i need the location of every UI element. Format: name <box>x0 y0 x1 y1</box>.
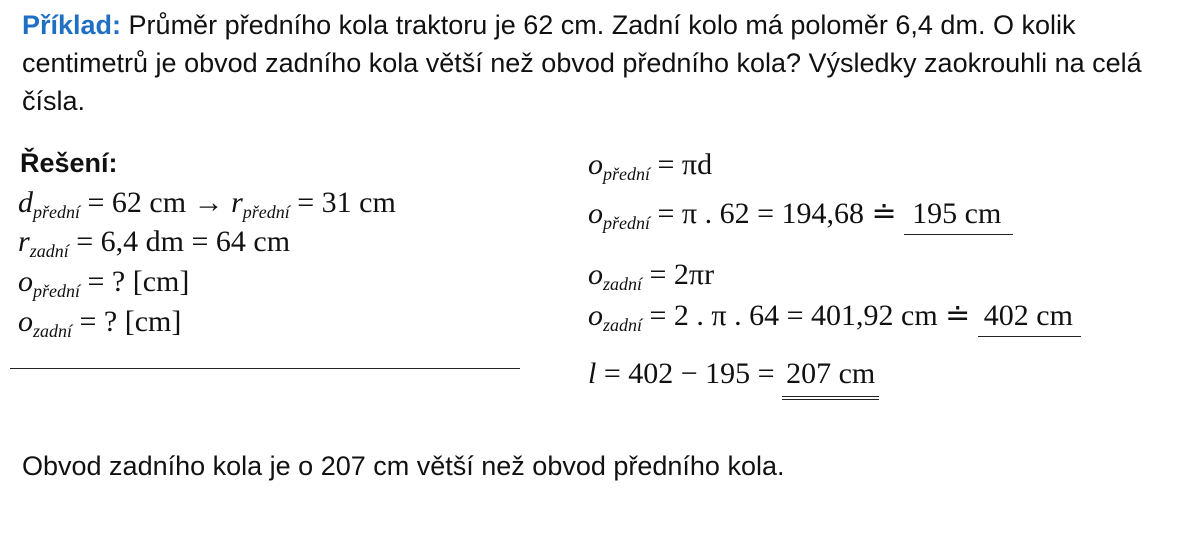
o-rear-subscript: zadní <box>33 321 73 341</box>
rear-formula-line <box>588 258 714 292</box>
front-formula-line <box>588 148 712 182</box>
o-front-symbol: o <box>18 265 33 298</box>
unknown-front-circumference-line <box>18 265 189 299</box>
f2-value: = 2πr <box>642 258 715 291</box>
f2-subscript: zadní <box>603 274 643 294</box>
front-calculation-line <box>588 196 1013 235</box>
o-rear-value: = ? [cm] <box>72 305 182 338</box>
f2-symbol: o <box>588 258 603 291</box>
r-rear-symbol: r <box>18 225 30 258</box>
f1-symbol: o <box>588 148 603 181</box>
r-rear-subscript: zadní <box>29 241 69 261</box>
d-subscript: přední <box>33 202 80 222</box>
r-rear-value: = 6,4 dm = 64 cm <box>68 225 291 258</box>
c2-equation: = 2 . π . 64 = 401,92 cm ≐ <box>642 299 978 332</box>
r-front-subscript: přední <box>242 202 290 222</box>
final-result-double-underlined: 207 cm <box>782 357 879 400</box>
arrow-icon: → <box>186 186 232 219</box>
d-value: = 62 cm <box>80 186 187 219</box>
o-front-subscript: přední <box>33 281 80 301</box>
r-front-symbol: r <box>231 186 243 219</box>
difference-line <box>588 357 879 400</box>
rear-calculation-line <box>588 298 1081 337</box>
problem-statement <box>22 6 1182 120</box>
o-front-value: = ? [cm] <box>80 265 190 298</box>
conclusion-text: Obvod zadního kola je o 207 cm větší než obvod předního kola. <box>22 451 785 481</box>
solution-title: Řešení: <box>20 148 118 178</box>
c1-equation: = π . 62 = 194,68 ≐ <box>650 197 905 230</box>
c2-symbol: o <box>588 299 603 332</box>
problem-label: Příklad: <box>22 10 122 40</box>
rear-result-underlined: 402 cm <box>978 299 1081 337</box>
r-front-value: = 31 cm <box>289 186 396 219</box>
f1-subscript: přední <box>603 164 650 184</box>
divider-line <box>10 368 520 369</box>
unknown-rear-circumference-line <box>18 305 181 339</box>
f1-value: = πd <box>650 148 713 181</box>
given-diameter-line <box>18 186 396 220</box>
given-rear-radius-line <box>18 225 290 259</box>
d-symbol: d <box>18 186 33 219</box>
l-equation: = 402 − 195 = <box>596 357 783 390</box>
c2-subscript: zadní <box>603 315 643 335</box>
c1-symbol: o <box>588 197 603 230</box>
o-rear-symbol: o <box>18 305 33 338</box>
front-result-underlined: 195 cm <box>904 197 1013 235</box>
l-symbol: l <box>588 357 597 390</box>
problem-text: Průměr předního kola traktoru je 62 cm. Zadní kolo má poloměr 6,4 dm. O kolik centimetrů je obvod zadního kola větší než obvod předního kola? Výsledky zaokrouhli na celá čísla. <box>22 10 1142 116</box>
c1-subscript: přední <box>603 213 650 233</box>
